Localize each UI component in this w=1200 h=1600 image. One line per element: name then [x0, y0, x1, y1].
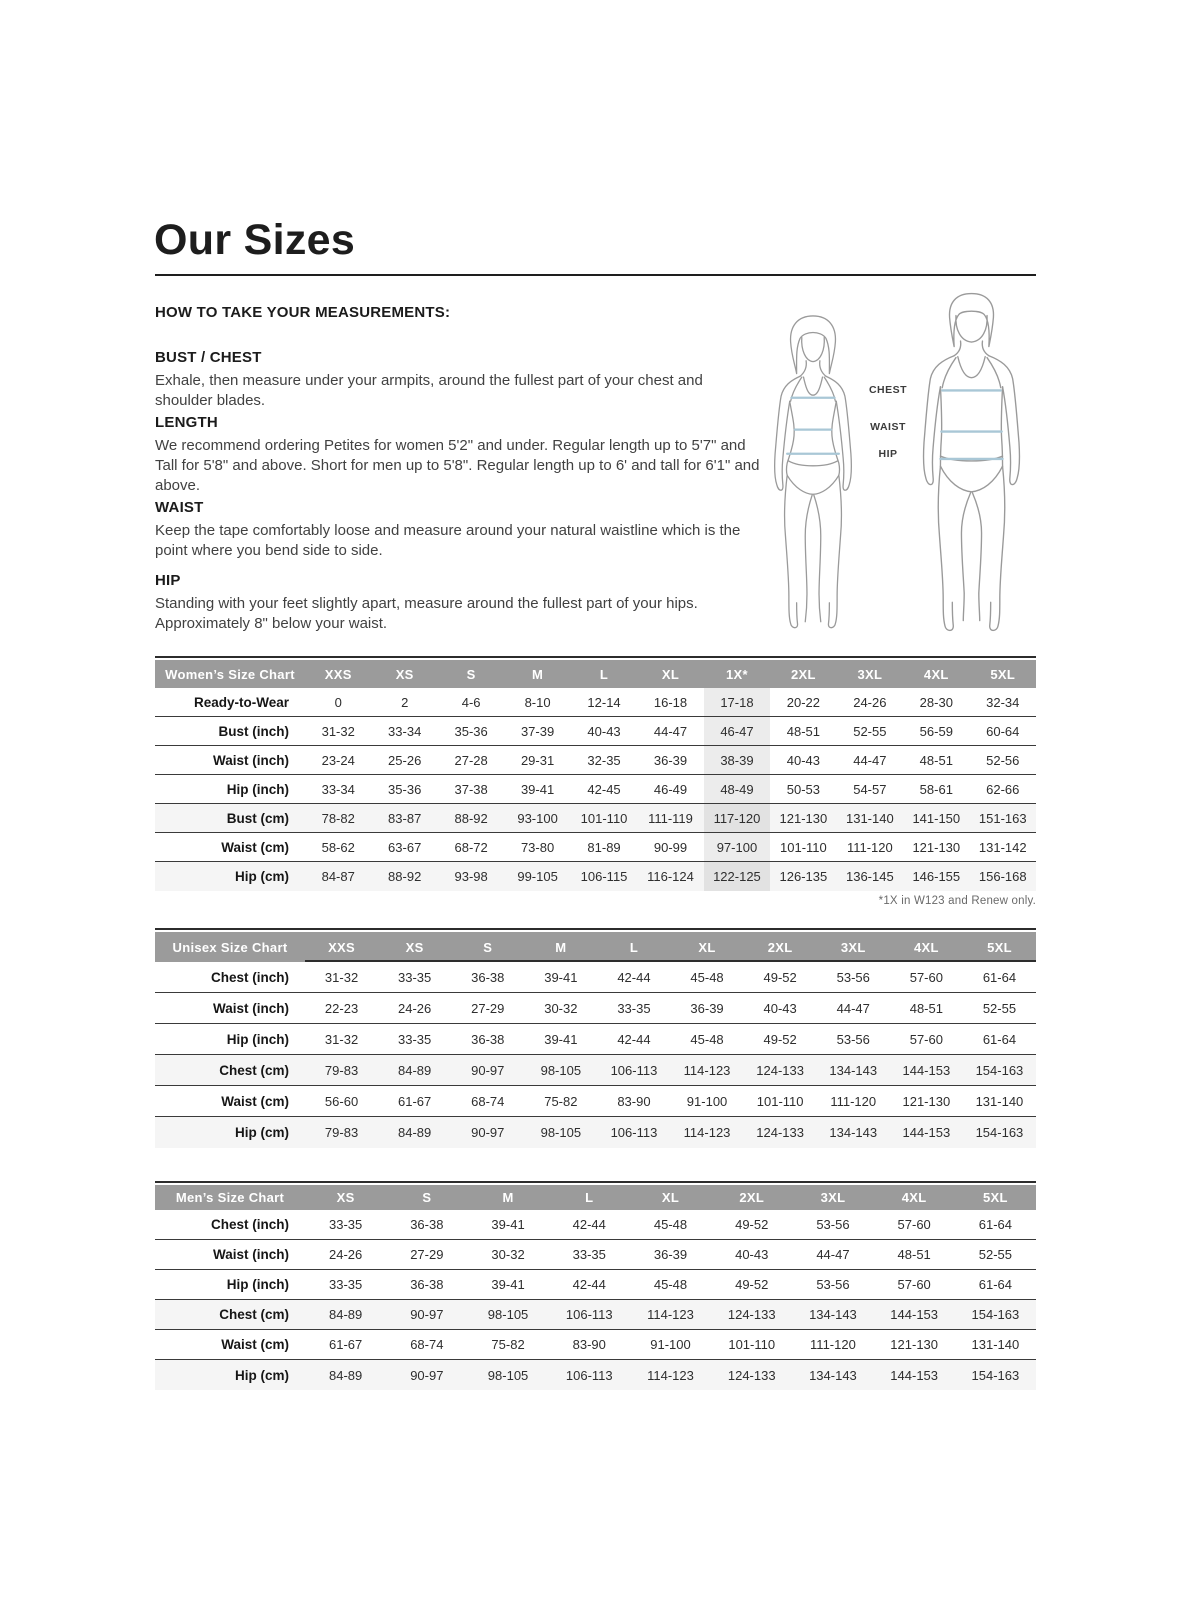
size-cell: 156-168: [978, 869, 1027, 884]
size-cell: 83-90: [617, 1093, 651, 1109]
size-cell: 154-163: [975, 1062, 1024, 1078]
size-cell: 33-35: [328, 1277, 363, 1292]
size-cell: 106-115: [580, 869, 628, 884]
size-cell: 90-97: [410, 1307, 444, 1322]
size-column-header: 2XL: [744, 932, 817, 962]
size-cell: 68-74: [471, 1093, 505, 1109]
size-cell: 90-97: [471, 1125, 505, 1140]
size-cell: 54-57: [853, 781, 887, 797]
table-header-row: [155, 660, 1036, 688]
mens-size-chart-table: [155, 1181, 1036, 1390]
size-column-header: M: [524, 932, 597, 962]
size-cell: 90-97: [410, 1367, 444, 1383]
size-cell: 68-72: [454, 839, 488, 855]
size-cell: 45-48: [690, 969, 724, 985]
size-column-header: L: [599, 666, 609, 682]
size-cell: 84-87: [321, 869, 355, 884]
size-cell: 101-110: [580, 810, 628, 826]
size-cell: 53-56: [836, 1031, 870, 1047]
size-column-header: S: [466, 666, 476, 682]
size-cell: 151-163: [978, 810, 1027, 826]
row-label: Waist (cm): [221, 1093, 289, 1109]
size-cell: 91-100: [650, 1337, 691, 1352]
size-cell: 57-60: [897, 1217, 931, 1232]
size-cell: 39-41: [544, 969, 578, 985]
size-cell: 124-133: [756, 1125, 804, 1140]
size-cell: 98-105: [540, 1125, 582, 1140]
size-cell: 44-47: [836, 1000, 870, 1016]
row-label: Waist (inch): [213, 1247, 289, 1262]
size-cell: 114-123: [647, 1307, 694, 1322]
size-cell: 22-23: [324, 1000, 359, 1016]
size-cell: 121-130: [912, 839, 961, 855]
size-cell: 131-140: [975, 1093, 1024, 1109]
size-cell: 42-44: [572, 1277, 606, 1292]
size-column-header: 3XL: [817, 932, 890, 962]
size-cell: 134-143: [809, 1367, 857, 1383]
size-cell: 98-105: [540, 1062, 582, 1078]
size-cell: 114-123: [683, 1062, 731, 1078]
size-cell: 36-38: [410, 1277, 444, 1292]
row-label: Waist (inch): [213, 1000, 289, 1016]
size-cell: 45-48: [690, 1031, 724, 1047]
size-column-header: L: [585, 1190, 594, 1205]
size-column-header: XL: [661, 1190, 680, 1205]
size-cell: 98-105: [487, 1367, 529, 1383]
size-cell: 99-105: [517, 869, 558, 884]
size-cell: 44-47: [853, 752, 887, 768]
size-cell: 144-153: [890, 1307, 939, 1322]
size-cell: 111-119: [648, 810, 693, 826]
size-cell: 75-82: [491, 1337, 525, 1352]
size-cell: 44-47: [816, 1247, 850, 1262]
size-cell: 97-100: [704, 833, 770, 861]
size-cell: 42-44: [617, 1031, 651, 1047]
size-cell: 88-92: [454, 810, 488, 826]
size-cell: 79-83: [324, 1125, 359, 1140]
size-cell: 42-45: [587, 781, 621, 797]
size-cell: 154-163: [975, 1125, 1024, 1140]
size-cell: 90-97: [471, 1062, 505, 1078]
size-cell: 39-41: [520, 781, 555, 797]
waist-measurement-label: WAIST: [870, 421, 906, 433]
size-cell: 33-34: [321, 781, 355, 797]
size-cell: 20-22: [786, 694, 821, 710]
size-cell: 122-125: [704, 862, 770, 891]
size-cell: 53-56: [816, 1277, 850, 1292]
size-cell: 45-48: [653, 1217, 688, 1232]
size-cell: 46-49: [653, 781, 688, 797]
size-cell: 154-163: [971, 1307, 1020, 1322]
row-label: Waist (cm): [221, 1337, 289, 1352]
table-row: [155, 746, 1036, 775]
size-cell: 78-82: [321, 810, 355, 826]
size-cell: 60-64: [986, 723, 1020, 739]
size-cell: 44-47: [653, 723, 688, 739]
size-cell: 91-100: [686, 1093, 728, 1109]
size-cell: 27-28: [454, 752, 488, 768]
table-title: Unisex Size Chart: [172, 939, 288, 955]
womens-size-chart-table: [155, 656, 1036, 891]
size-cell: 84-89: [328, 1367, 363, 1383]
size-cell: 83-90: [572, 1337, 606, 1352]
size-cell: 134-143: [809, 1307, 857, 1322]
size-cell: 116-124: [647, 869, 694, 884]
size-column-header: 5XL: [990, 666, 1016, 682]
size-cell: 31-32: [324, 969, 359, 985]
size-cell: 141-150: [912, 810, 961, 826]
row-label: Chest (inch): [210, 969, 289, 985]
section-body: Exhale, then measure under your armpits, around the fullest part of your chest and shoulder blades.: [155, 372, 703, 409]
size-column-header: 2XL: [739, 1190, 765, 1205]
size-cell: 37-38: [454, 781, 488, 797]
size-cell: 4-6: [461, 694, 481, 710]
size-cell: 121-130: [779, 810, 828, 826]
table-row: [155, 1117, 1036, 1148]
size-cell: 33-35: [398, 969, 432, 985]
size-cell: 36-38: [471, 969, 505, 985]
table-row: [155, 1240, 1036, 1270]
size-cell: 79-83: [324, 1062, 359, 1078]
size-cell: 53-56: [836, 969, 870, 985]
size-cell: 144-153: [902, 1062, 951, 1078]
table-row: [155, 1210, 1036, 1240]
size-cell: 12-14: [587, 694, 621, 710]
size-cell: 98-105: [487, 1307, 529, 1322]
size-cell: 111-120: [846, 839, 893, 855]
table-row: [155, 1270, 1036, 1300]
size-cell: 101-110: [756, 1093, 804, 1109]
size-cell: 144-153: [890, 1367, 939, 1383]
size-cell: 154-163: [971, 1367, 1020, 1383]
man-figure-illustration: [903, 287, 1040, 640]
size-cell: 117-120: [704, 804, 770, 832]
table-title: Men’s Size Chart: [175, 1190, 285, 1205]
section-body: Keep the tape comfortably loose and measure around your natural waistline which is the point where you bend side to side.: [155, 522, 741, 559]
table-row: [155, 1360, 1036, 1390]
size-cell: 57-60: [909, 1031, 943, 1047]
size-column-header: 5XL: [983, 1190, 1008, 1205]
size-cell: 53-56: [816, 1217, 850, 1232]
size-cell: 134-143: [829, 1062, 878, 1078]
size-cell: 0: [334, 694, 342, 710]
size-cell: 16-18: [653, 694, 688, 710]
size-cell: 68-74: [410, 1337, 444, 1352]
size-column-header: S: [451, 932, 524, 962]
size-cell: 49-52: [763, 969, 797, 985]
size-cell: 33-35: [572, 1247, 606, 1262]
size-cell: 57-60: [909, 969, 943, 985]
size-column-header: 3XL: [820, 1190, 846, 1205]
size-cell: 124-133: [756, 1062, 804, 1078]
row-label: Bust (inch): [218, 723, 289, 739]
size-column-header: S: [422, 1190, 432, 1205]
size-cell: 52-56: [986, 752, 1020, 768]
hip-measurement-label: HIP: [878, 448, 898, 460]
size-cell: 48-51: [919, 752, 953, 768]
size-cell: 101-110: [728, 1337, 776, 1352]
size-cell: 121-130: [902, 1093, 951, 1109]
measurement-lines: [940, 390, 1002, 459]
row-label: Hip (inch): [226, 781, 289, 797]
size-cell: 24-26: [328, 1247, 363, 1262]
size-column-header: 5XL: [963, 932, 1036, 962]
row-label: Hip (cm): [235, 869, 289, 884]
size-cell: 93-98: [454, 869, 488, 884]
table-row: [155, 804, 1036, 833]
size-column-header: XS: [395, 666, 414, 682]
size-column-header: 4XL: [890, 932, 963, 962]
row-label: Hip (inch): [226, 1031, 289, 1047]
size-cell: 49-52: [735, 1217, 769, 1232]
size-cell: 84-89: [328, 1307, 363, 1322]
table-header-row: [155, 932, 1036, 962]
row-label: Chest (inch): [210, 1217, 289, 1232]
size-cell: 111-120: [810, 1337, 856, 1352]
size-column-header: 4XL: [923, 666, 949, 682]
row-label: Chest (cm): [219, 1307, 289, 1322]
size-column-header: XS: [378, 932, 451, 962]
table-row: [155, 1086, 1036, 1117]
size-cell: 75-82: [544, 1093, 578, 1109]
size-cell: 48-49: [704, 775, 770, 803]
size-cell: 38-39: [704, 746, 770, 774]
section-heading: BUST / CHEST: [155, 349, 262, 366]
size-cell: 61-64: [978, 1217, 1012, 1232]
size-cell: 23-24: [321, 752, 355, 768]
size-cell: 56-59: [919, 723, 953, 739]
size-cell: 146-155: [912, 869, 961, 884]
size-cell: 88-92: [388, 869, 422, 884]
size-column-header: XL: [670, 932, 743, 962]
size-cell: 106-113: [610, 1125, 658, 1140]
size-cell: 62-66: [986, 781, 1020, 797]
size-cell: 30-32: [491, 1247, 525, 1262]
size-cell: 49-52: [763, 1031, 797, 1047]
size-column-header: 2XL: [791, 666, 816, 682]
chest-measurement-label: CHEST: [868, 384, 908, 396]
size-cell: 111-120: [830, 1093, 877, 1109]
size-cell: 40-43: [786, 752, 821, 768]
size-cell: 40-43: [763, 1000, 797, 1016]
size-cell: 33-35: [617, 1000, 651, 1016]
row-label: Chest (cm): [219, 1062, 289, 1078]
size-cell: 131-140: [971, 1337, 1020, 1352]
size-cell: 101-110: [780, 839, 827, 855]
size-cell: 114-123: [683, 1125, 731, 1140]
size-column-header: XL: [661, 666, 680, 682]
size-cell: 17-18: [704, 688, 770, 716]
size-cell: 40-43: [587, 723, 621, 739]
size-column-header: XXS: [305, 932, 378, 962]
size-cell: 73-80: [520, 839, 555, 855]
size-cell: 61-64: [982, 1031, 1017, 1047]
unisex-size-chart-table: [155, 928, 1036, 1148]
size-cell: 27-29: [410, 1247, 444, 1262]
size-cell: 36-38: [410, 1217, 444, 1232]
size-cell: 24-26: [853, 694, 887, 710]
size-cell: 30-32: [544, 1000, 578, 1016]
size-cell: 42-44: [572, 1217, 606, 1232]
table-row: [155, 1024, 1036, 1055]
size-cell: 61-67: [328, 1337, 363, 1352]
size-cell: 8-10: [524, 694, 551, 710]
section-body: Standing with your feet slightly apart, measure around the fullest part of your hips. Approximately 8" below your waist.: [155, 595, 698, 632]
size-cell: 33-34: [388, 723, 422, 739]
size-cell: 56-60: [324, 1093, 359, 1109]
size-cell: 27-29: [471, 1000, 505, 1016]
size-column-header: 4XL: [901, 1190, 927, 1205]
size-cell: 36-39: [653, 1247, 688, 1262]
table-row: [155, 775, 1036, 804]
section-body: We recommend ordering Petites for women 5'2" and under. Regular length up to 5'7" and Tall for 5'8" and above. Short for men up to 5'8". Regular length up to 6' and tall for 6'1" and above.: [155, 437, 760, 494]
table-row: [155, 993, 1036, 1024]
table-row: [155, 862, 1036, 891]
size-cell: 84-89: [398, 1062, 432, 1078]
size-cell: 45-48: [653, 1277, 688, 1292]
size-column-header: XXS: [324, 666, 352, 682]
table-row: [155, 833, 1036, 862]
table-row: [155, 688, 1036, 717]
size-cell: 40-43: [735, 1247, 769, 1262]
size-cell: 121-130: [890, 1337, 939, 1352]
size-cell: 42-44: [617, 969, 651, 985]
how-to-heading: HOW TO TAKE YOUR MEASUREMENTS:: [155, 304, 451, 321]
size-cell: 39-41: [544, 1031, 578, 1047]
size-cell: 33-35: [398, 1031, 432, 1047]
section-hip: [155, 572, 761, 634]
size-cell: 36-39: [690, 1000, 724, 1016]
table-row: [155, 1330, 1036, 1360]
row-label: Waist (inch): [213, 752, 289, 768]
size-cell: 61-64: [978, 1277, 1012, 1292]
size-cell: 31-32: [324, 1031, 359, 1047]
section-waist: [155, 499, 761, 561]
size-cell: 39-41: [491, 1277, 525, 1292]
size-cell: 52-55: [853, 723, 887, 739]
size-cell: 131-140: [845, 810, 894, 826]
size-cell: 61-64: [982, 969, 1017, 985]
size-cell: 114-123: [647, 1367, 694, 1383]
size-cell: 24-26: [398, 1000, 432, 1016]
row-label: Waist (cm): [221, 839, 289, 855]
size-cell: 84-89: [398, 1125, 432, 1140]
size-cell: 49-52: [735, 1277, 769, 1292]
section-heading: HIP: [155, 572, 181, 589]
section-heading: WAIST: [155, 499, 204, 516]
size-cell: 57-60: [897, 1277, 931, 1292]
size-cell: 144-153: [902, 1125, 951, 1140]
size-cell: 48-51: [909, 1000, 943, 1016]
table-row: [155, 1055, 1036, 1086]
size-cell: 32-35: [587, 752, 621, 768]
size-cell: 106-113: [565, 1307, 613, 1322]
row-label: Ready-to-Wear: [193, 694, 289, 710]
size-cell: 83-87: [388, 810, 422, 826]
size-cell: 136-145: [845, 869, 894, 884]
size-cell: 29-31: [520, 752, 555, 768]
row-label: Hip (inch): [226, 1277, 289, 1292]
size-column-header: M: [532, 666, 544, 682]
table-row: [155, 1300, 1036, 1330]
size-cell: 58-62: [321, 839, 355, 855]
size-cell: 90-99: [653, 839, 688, 855]
size-column-header: 3XL: [857, 666, 883, 682]
size-cell: 58-61: [919, 781, 953, 797]
size-cell: 126-135: [779, 869, 828, 884]
womens-size-footnote: *1X in W123 and Renew only.: [878, 895, 1036, 907]
size-cell: 35-36: [388, 781, 422, 797]
size-cell: 52-55: [978, 1247, 1012, 1262]
table-header-row: [155, 1185, 1036, 1210]
page-title: Our Sizes: [154, 216, 356, 264]
size-cell: 36-39: [653, 752, 688, 768]
size-column-header: 1X*: [726, 666, 748, 682]
size-cell: 48-51: [897, 1247, 931, 1262]
size-cell: 63-67: [388, 839, 422, 855]
size-cell: 35-36: [454, 723, 488, 739]
size-cell: 93-100: [517, 810, 558, 826]
size-cell: 52-55: [982, 1000, 1017, 1016]
size-cell: 134-143: [829, 1125, 878, 1140]
row-label: Hip (cm): [235, 1125, 289, 1140]
size-cell: 2: [401, 694, 409, 710]
size-column-header: L: [597, 932, 670, 962]
size-cell: 61-67: [398, 1093, 432, 1109]
size-cell: 131-142: [978, 839, 1027, 855]
size-cell: 32-34: [986, 694, 1020, 710]
size-cell: 33-35: [328, 1217, 363, 1232]
size-column-header: M: [502, 1190, 514, 1205]
size-cell: 37-39: [520, 723, 555, 739]
table-row: [155, 962, 1036, 993]
table-title: Women’s Size Chart: [165, 666, 295, 682]
section-heading: LENGTH: [155, 414, 218, 431]
measurement-lines: [787, 398, 839, 454]
section-length: [155, 414, 761, 496]
size-cell: 39-41: [491, 1217, 525, 1232]
size-cell: 50-53: [786, 781, 821, 797]
size-cell: 48-51: [786, 723, 821, 739]
size-cell: 106-113: [565, 1367, 613, 1383]
size-cell: 46-47: [704, 717, 770, 745]
section-bust-chest: [155, 349, 761, 411]
woman-figure-illustration: [757, 302, 869, 640]
title-divider: [155, 274, 1036, 276]
size-cell: 124-133: [727, 1367, 776, 1383]
size-cell: 31-32: [321, 723, 355, 739]
size-column-header: XS: [336, 1190, 355, 1205]
size-cell: 36-38: [471, 1031, 505, 1047]
size-cell: 25-26: [388, 752, 422, 768]
row-label: Bust (cm): [226, 810, 289, 826]
row-label: Hip (cm): [235, 1367, 289, 1383]
table-row: [155, 717, 1036, 746]
size-cell: 124-133: [727, 1307, 776, 1322]
size-cell: 28-30: [919, 694, 953, 710]
size-cell: 81-89: [587, 839, 621, 855]
size-cell: 106-113: [610, 1062, 658, 1078]
